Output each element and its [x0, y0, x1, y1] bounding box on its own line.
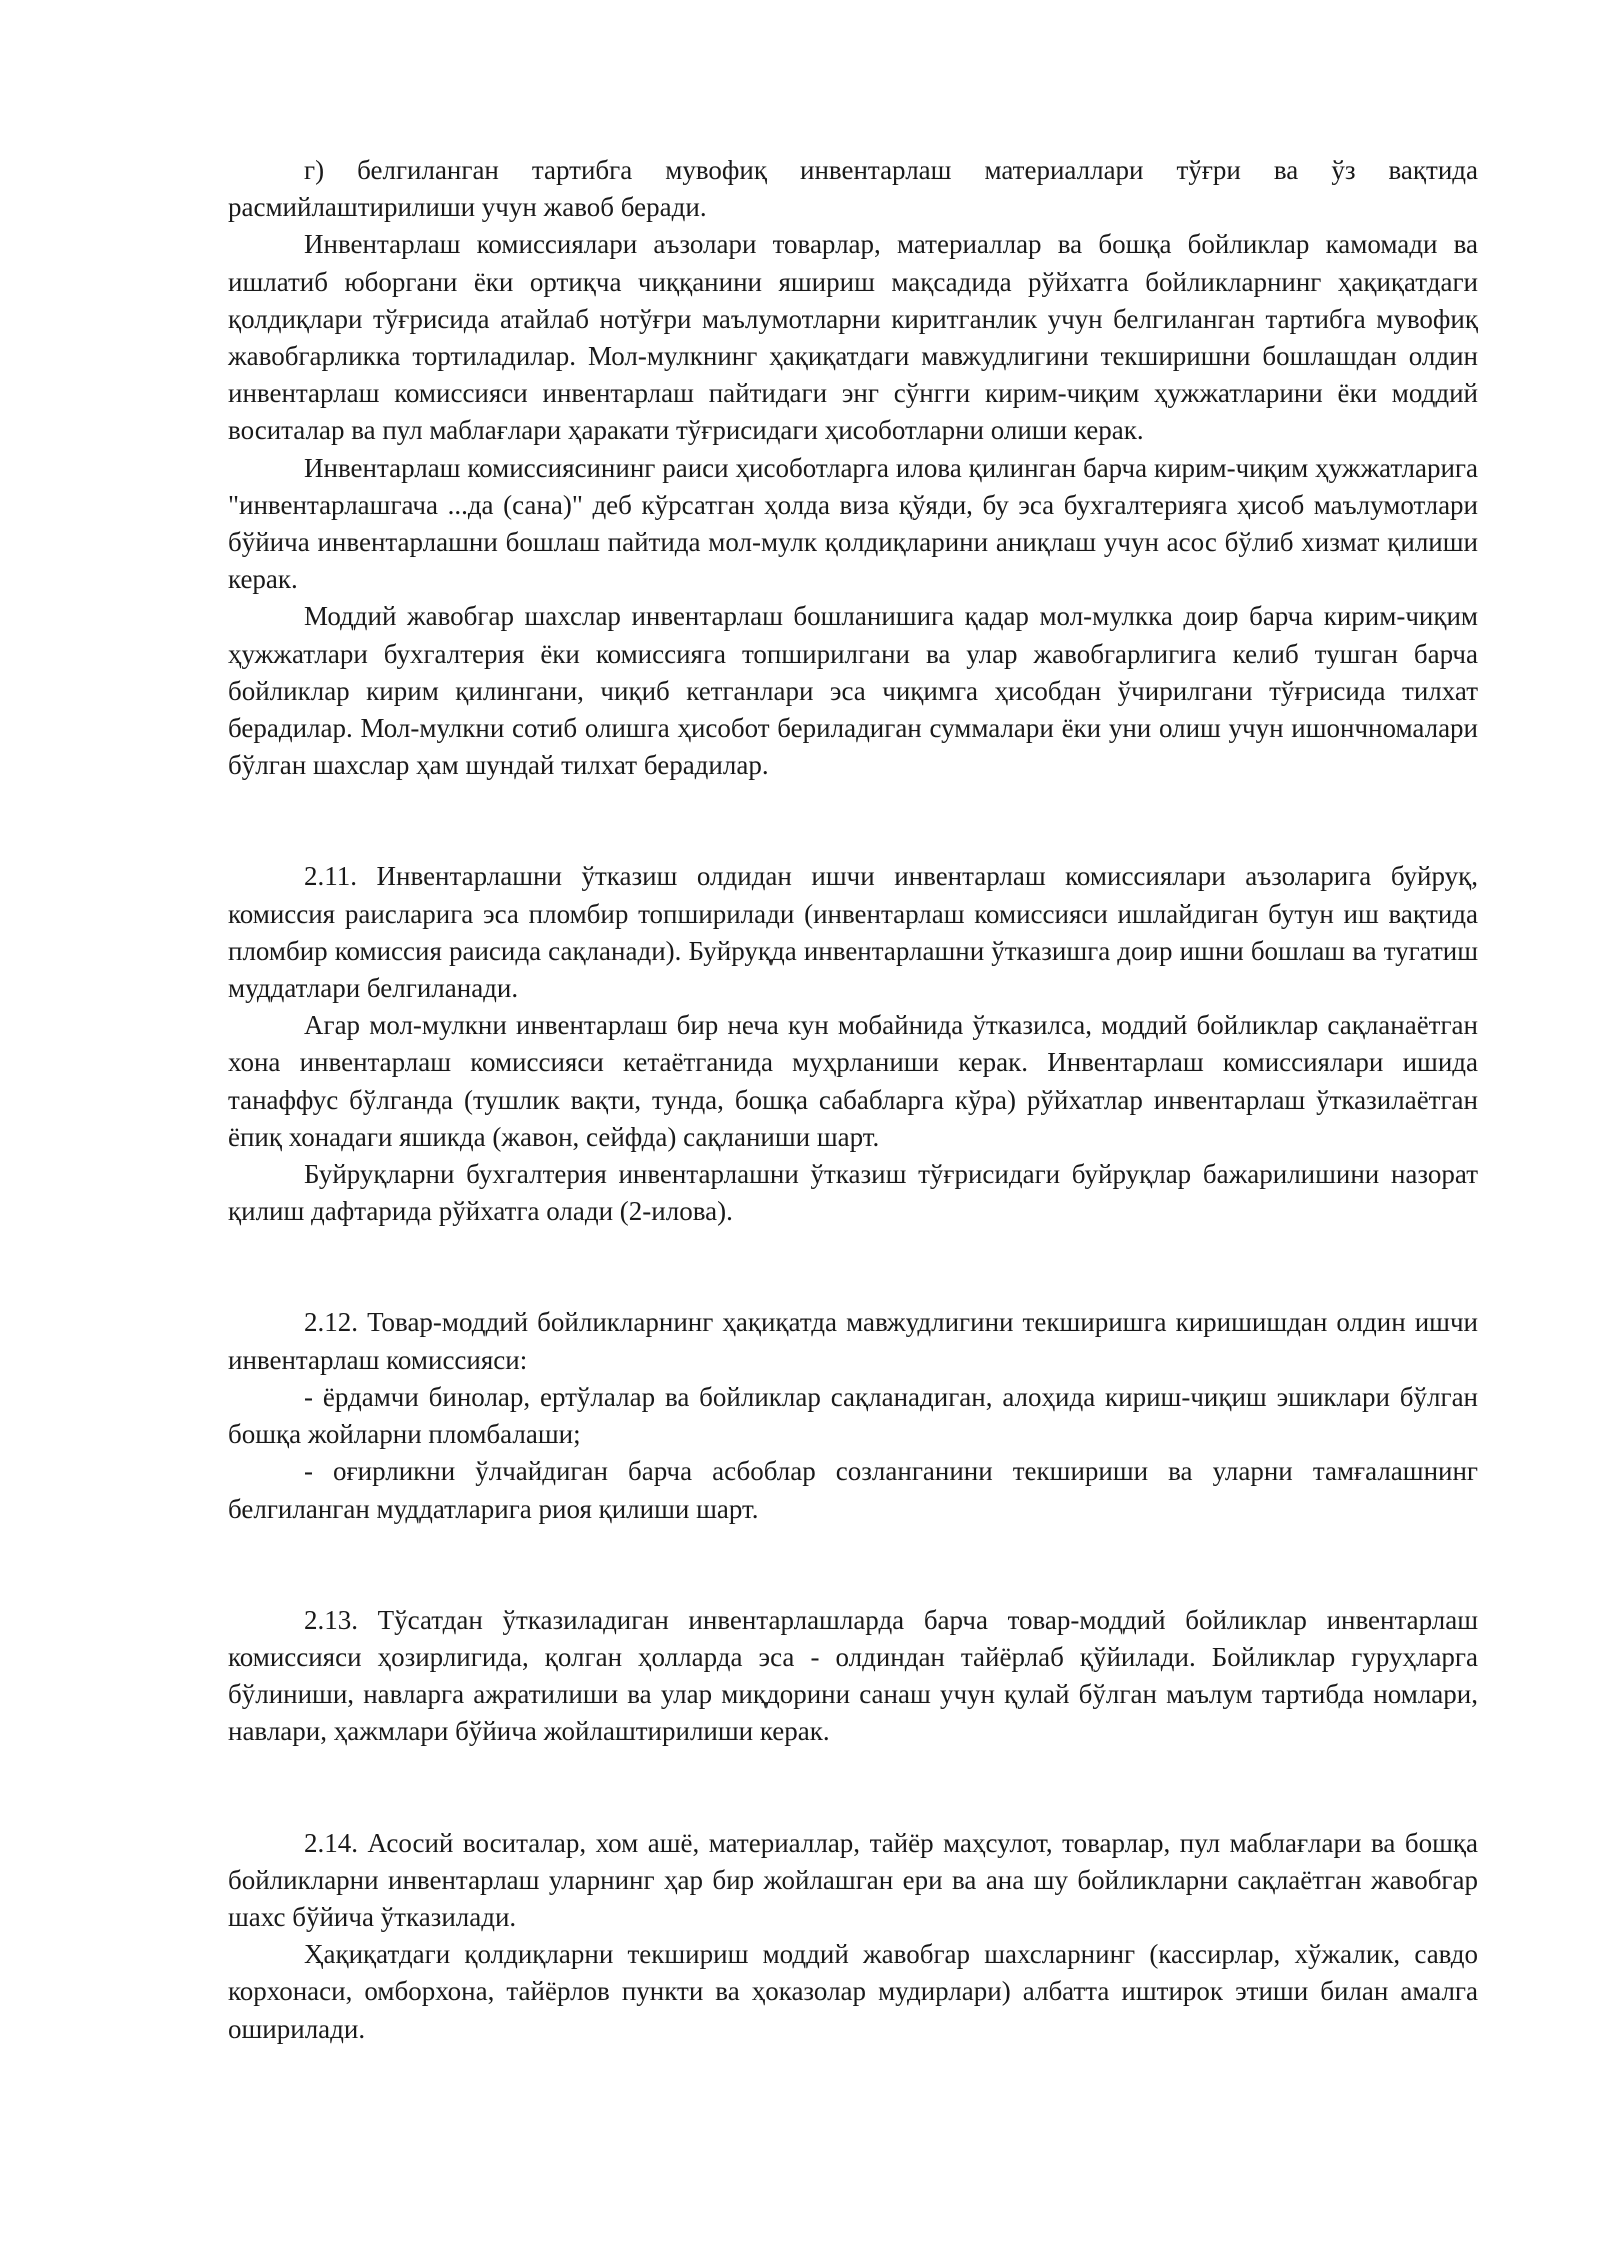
section-2-11 [228, 858, 1478, 1230]
paragraph: 2.12. Товар-моддий бойликларнинг ҳақиқатда мавжудлигини текширишга киришишдан олдин ишчи инвентарлаш комиссияси: [228, 1307, 1478, 1375]
section-intro [228, 152, 1478, 784]
paragraph: г) белгиланган тартибга мувофиқ инвентарлаш материаллари тўғри ва ўз вақтида расмийлаштирилиши учун жавоб беради. [228, 155, 1478, 223]
paragraph: Инвентарлаш комиссиясининг раиси ҳисоботларга илова қилинган барча кирим-чиқим ҳужжатларига "инвентарлашгача ...да (сана)" деб кўрсатган ҳолда виза қўяди, бу эса бухгалтерияга ҳисоб маълумотлари бўйича инвентарлашни бошлаш пайтида мол-мулк қолдиқларини аниқлаш учун асос бўлиб хизмат қилиши керак. [228, 452, 1478, 595]
paragraph: Буйруқларни бухгалтерия инвентарлашни ўтказиш тўғрисидаги буйруқлар бажарилишини назорат қилиш дафтарида рўйхатга олади (2-илова). [228, 1159, 1478, 1227]
list-item: - оғирликни ўлчайдиган барча асбоблар созланганини текшириши ва уларни тамғалашнинг белгиланган муддатларига риоя қилиши шарт. [228, 1456, 1478, 1524]
document-page [228, 152, 1478, 2048]
section-2-13 [228, 1602, 1478, 1751]
paragraph: Инвентарлаш комиссиялари аъзолари товарлар, материаллар ва бошқа бойликлар камомади ва ишлатиб юборгани ёки ортиқча чиққанини яшириш мақсадида рўйхатга бойликларнинг ҳақиқатдаги қолдиқлари тўғрисида атайлаб нотўғри маълумотларни киритганлик учун белгиланган тартибга мувофиқ жавобгарликка тортиладилар. Мол-мулкнинг ҳақиқатдаги мавжудлигини текширишни бошлашдан олдин инвентарлаш комиссияси инвентарлаш пайтидаги энг сўнгги кирим-чиқим ҳужжатларини ёки моддий воситалар ва пул маблағлари ҳаракати тўғрисидаги ҳисоботларни олиши керак. [228, 229, 1478, 446]
paragraph: 2.13. Тўсатдан ўтказиладиган инвентарлашларда барча товар-моддий бойликлар инвентарлаш комиссияси ҳозирлигида, қолган ҳолларда эса - олдиндан тайёрлаб қўйилади. Бойликлар гуруҳларга бўлиниши, навларга ажратилиши ва улар миқдорини санаш учун қулай бўлган маълум тартибда номлари, навлари, ҳажмлари бўйича жойлаштирилиши керак. [228, 1604, 1478, 1747]
paragraph: Агар мол-мулкни инвентарлаш бир неча кун мобайнида ўтказилса, моддий бойликлар сақланаётган хона инвентарлаш комиссияси кетаётганида муҳрланиши керак. Инвентарлаш комиссиялари ишида танаффус бўлганда (тушлик вақти, тунда, бошқа сабабларга кўра) рўйхатлар инвентарлаш ўтказилаётган ёпиқ хонадаги яшикда (жавон, сейфда) сақланиши шарт. [228, 1010, 1478, 1152]
section-gap [228, 1230, 1478, 1304]
paragraph: 2.11. Инвентарлашни ўтказиш олдидан ишчи инвентарлаш комиссиялари аъзоларига буйруқ, комиссия раисларига эса пломбир топширилади (инвентарлаш комиссияси ишлайдиган бутун иш вақтида пломбир комиссия раисида сақланади). Буйруқда инвентарлашни ўтказишга доир ишни бошлаш ва тугатиш муддатлари белгиланади. [228, 861, 1478, 1004]
paragraph: 2.14. Асосий воситалар, хом ашё, материаллар, тайёр маҳсулот, товарлар, пул маблағлари ва бошқа бойликларни инвентарлаш уларнинг ҳар бир жойлашган ери ва ана шу бойликларни сақлаётган жавобгар шахс бўйича ўтказилади. [228, 1827, 1478, 1932]
section-2-14 [228, 1825, 1478, 2048]
section-gap [228, 1751, 1478, 1825]
list-item: - ёрдамчи бинолар, ертўлалар ва бойликлар сақланадиган, алоҳида кириш-чиқиш эшиклари бўлган бошқа жойларни пломбалаши; [228, 1381, 1478, 1450]
paragraph: Моддий жавобгар шахслар инвентарлаш бошланишига қадар мол-мулкка доир барча кирим-чиқим ҳужжатлари бухгалтерия ёки комиссияга топширилгани ва улар жавобгарлигига келиб тушган барча бойликлар кирим қилингани, чиқиб кетганлари эса чиқимга ҳисобдан ўчирилгани тўғрисида тилхат берадилар. Мол-мулкни сотиб олишга ҳисобот бериладиган суммалари ёки уни олиш учун ишончномалари бўлган шахслар ҳам шундай тилхат берадилар. [228, 601, 1478, 781]
section-gap [228, 784, 1478, 858]
section-2-12 [228, 1304, 1478, 1527]
paragraph: Ҳақиқатдаги қолдиқларни текшириш моддий жавобгар шахсларнинг (кассирлар, хўжалик, савдо корхонаси, омборхона, тайёрлов пункти ва ҳоказолар мудирлари) албатта иштирок этиши билан амалга оширилади. [228, 1939, 1478, 2044]
section-gap [228, 1528, 1478, 1602]
